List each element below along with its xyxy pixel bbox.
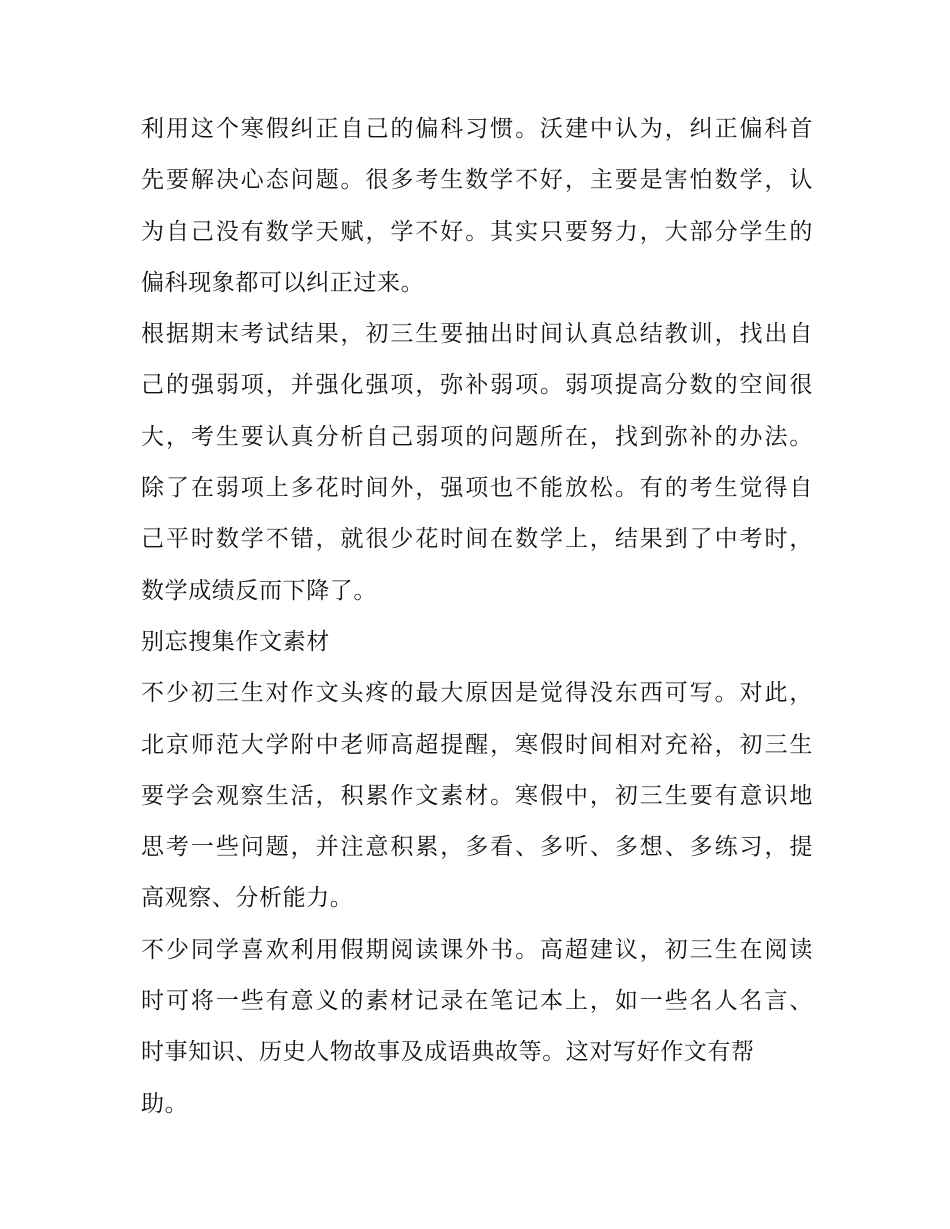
text-line: 数学成绩反而下降了。 [141, 577, 377, 604]
paragraph-exam-review [141, 309, 813, 617]
text-line: 己平时数学不错，就很少花时间在数学上，结果到了中考时， [141, 526, 813, 553]
paragraph-reading-notes [141, 925, 813, 1130]
text-line: 不少初三生对作文头疼的最大原因是觉得没东西可写。对此， [141, 680, 813, 707]
text-line: 要学会观察生活，积累作文素材。寒假中，初三生要有意识地 [141, 782, 813, 809]
text-line: 思考一些问题，并注意积累，多看、多听、多想、多练习，提 [141, 834, 813, 861]
paragraph-fix-subject-bias [141, 104, 813, 309]
text-line: 根据期末考试结果，初三生要抽出时间认真总结教训，找出自 [141, 321, 813, 348]
text-line: 时事知识、历史人物故事及成语典故等。这对写好作文有帮 [141, 1039, 755, 1066]
text-line: 为自己没有数学天赋，学不好。其实只要努力，大部分学生的 [141, 218, 813, 245]
text-line: 偏科现象都可以纠正过来。 [141, 269, 425, 296]
text-line: 除了在弱项上多花时间外，强项也不能放松。有的考生觉得自 [141, 475, 813, 502]
text-line: 北京师范大学附中老师高超提醒，寒假时间相对充裕，初三生 [141, 731, 813, 758]
text-line: 助。 [141, 1090, 189, 1117]
text-line: 利用这个寒假纠正自己的偏科习惯。沃建中认为，纠正偏科首 [141, 116, 813, 142]
document-body [141, 104, 813, 1130]
paragraph-writing-material [141, 668, 813, 924]
text-line: 高观察、分析能力。 [141, 885, 354, 912]
text-line: 不少同学喜欢利用假期阅读课外书。高超建议，初三生在阅读 [141, 936, 813, 963]
text-line: 时可将一些有意义的素材记录在笔记本上，如一些名人名言、 [141, 988, 813, 1015]
text-line: 大，考生要认真分析自己弱项的问题所在，找到弥补的办法。 [141, 423, 813, 450]
text-line: 己的强弱项，并强化强项，弥补弱项。弱项提高分数的空间很 [141, 372, 813, 399]
text-line: 先要解决心态问题。很多考生数学不好，主要是害怕数学，认 [141, 167, 813, 194]
section-heading: 别忘搜集作文素材 [141, 628, 330, 655]
